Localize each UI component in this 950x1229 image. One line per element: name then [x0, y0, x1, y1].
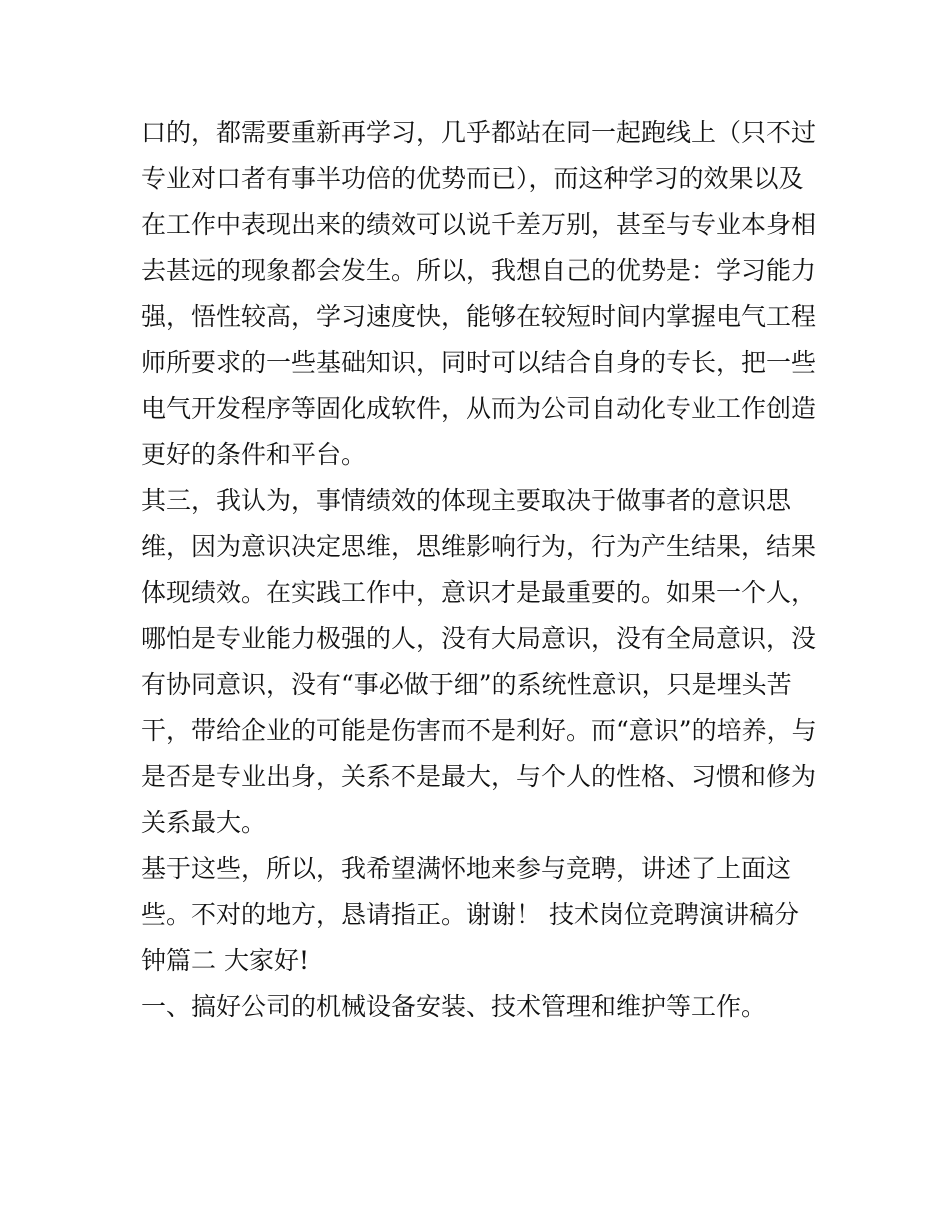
text-line-2: 专业对口者有事半功倍的优势而已），而这种学习的效果以及: [141, 164, 804, 193]
text-line-4: 去甚远的现象都会发生。所以，我想自己的优势是：学习能力: [141, 256, 817, 285]
text-line-11: 体现绩效。在实践工作中，意识才是最重要的。如果一个人，: [141, 578, 817, 607]
text-line-12: 哪怕是专业能力极强的人，没有大局意识，没有全局意识，没: [141, 624, 817, 653]
text-line-19: 钟篇二 大家好!: [141, 946, 309, 975]
text-line-8: 更好的条件和平台。: [141, 440, 367, 469]
text-line-1: 口的，都需要重新再学习，几乎都站在同一起跑线上（只不过: [141, 118, 817, 147]
text-line-20: 一、搞好公司的机械设备安装、技术管理和维护等工作。: [141, 992, 767, 1021]
text-line-10: 维，因为意识决定思维，思维影响行为，行为产生结果，结果: [141, 532, 817, 561]
text-line-14: 干，带给企业的可能是伤害而不是利好。而“意识”的培养，与: [141, 716, 817, 745]
text-line-6: 师所要求的一些基础知识，同时可以结合自身的专长，把一些: [141, 348, 817, 377]
text-line-9: 其三，我认为，事情绩效的体现主要取决于做事者的意识思: [141, 486, 792, 515]
text-line-16: 关系最大。: [141, 808, 267, 837]
text-line-18: 些。不对的地方，恳请指正。谢谢！ 技术岗位竞聘演讲稿分: [141, 900, 799, 929]
text-line-5: 强，悟性较高，学习速度快，能够在较短时间内掌握电气工程: [141, 302, 817, 331]
text-line-17: 基于这些，所以，我希望满怀地来参与竞聘，讲述了上面这: [141, 854, 792, 883]
text-line-7: 电气开发程序等固化成软件，从而为公司自动化专业工作创造: [141, 394, 817, 423]
text-line-3: 在工作中表现出来的绩效可以说千差万别，甚至与专业本身相: [141, 210, 817, 239]
text-line-15: 是否是专业出身，关系不是最大，与个人的性格、习惯和修为: [141, 762, 817, 791]
body-text: [141, 110, 821, 1030]
text-line-13: 有协同意识，没有“事必做于细”的系统性意识，只是埋头苦: [141, 670, 792, 699]
